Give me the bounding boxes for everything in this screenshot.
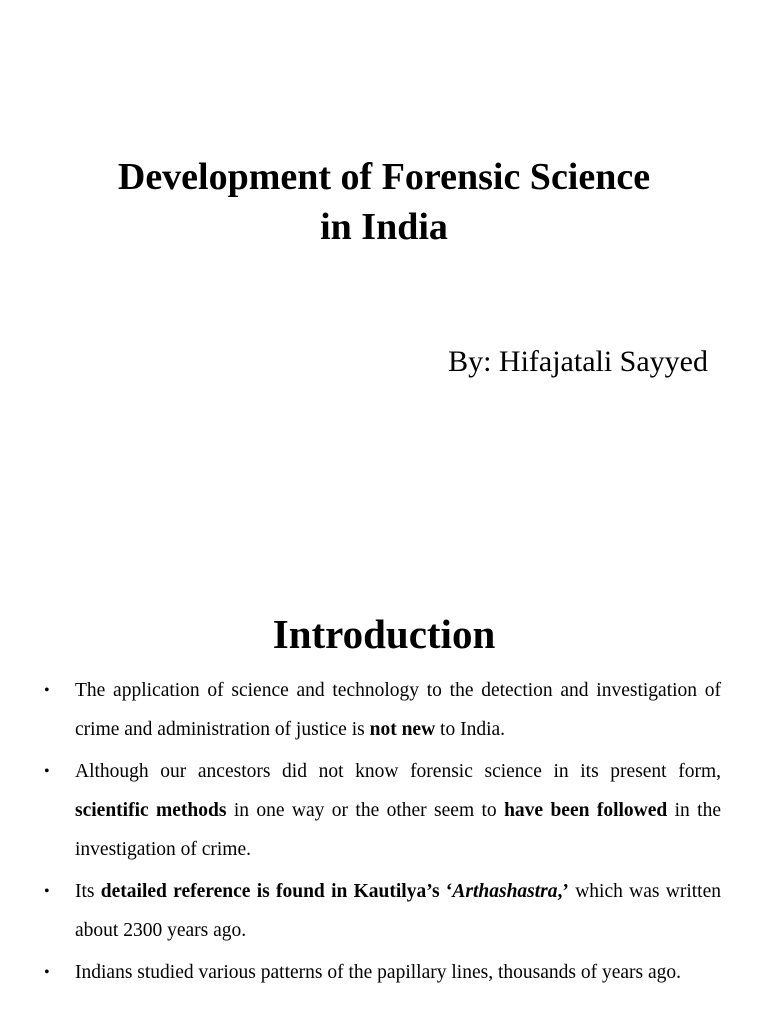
bullet-3-text-end: which was written about 2300 years ago. <box>75 881 721 941</box>
bullet-item-2 <box>40 752 721 869</box>
bullet-2-emphasis-2: have been followed <box>504 800 668 821</box>
bullet-3-text: Its <box>75 881 101 902</box>
bullet-1-text-end: to India. <box>435 719 506 740</box>
bullet-icon: • <box>44 682 50 699</box>
bullet-1-emphasis: not new <box>369 719 436 740</box>
bullet-1-text: The application of science and technology to the detection and investigation of crime and administration of justice is <box>75 680 721 740</box>
introduction-slide <box>0 576 768 1024</box>
bullet-icon: • <box>44 883 50 900</box>
bullet-item-4 <box>40 953 721 992</box>
bullet-item-3 <box>40 872 721 950</box>
title-line-2: in India <box>320 206 448 248</box>
bullet-3-emphasis-end: ,’ <box>557 881 569 902</box>
author-byline: By: Hifajatali Sayyed <box>448 345 708 378</box>
bullet-2-text-mid: in one way or the other seem to <box>226 800 505 821</box>
section-title: Introduction <box>272 611 496 657</box>
title-line-1: Development of Forensic Science <box>117 156 651 198</box>
bullet-icon: • <box>44 964 50 981</box>
bullet-2-emphasis-1: scientific methods <box>75 800 227 821</box>
presentation-title <box>60 152 708 252</box>
bullet-2-text-end: in the investigation of crime. <box>75 800 722 860</box>
bullet-3-book-title: Arthashastra <box>452 881 558 902</box>
bullet-item-1 <box>40 671 721 749</box>
bullet-list <box>40 671 721 995</box>
bullet-4-text: Indians studied various patterns of the papillary lines, thousands of years ago. <box>75 962 681 983</box>
bullet-3-emphasis: detailed reference is found in Kautilya’s ‘ <box>100 881 453 902</box>
bullet-2-text: Although our ancestors did not know forensic science in its present form, <box>75 761 721 782</box>
bullet-icon: • <box>44 763 50 780</box>
